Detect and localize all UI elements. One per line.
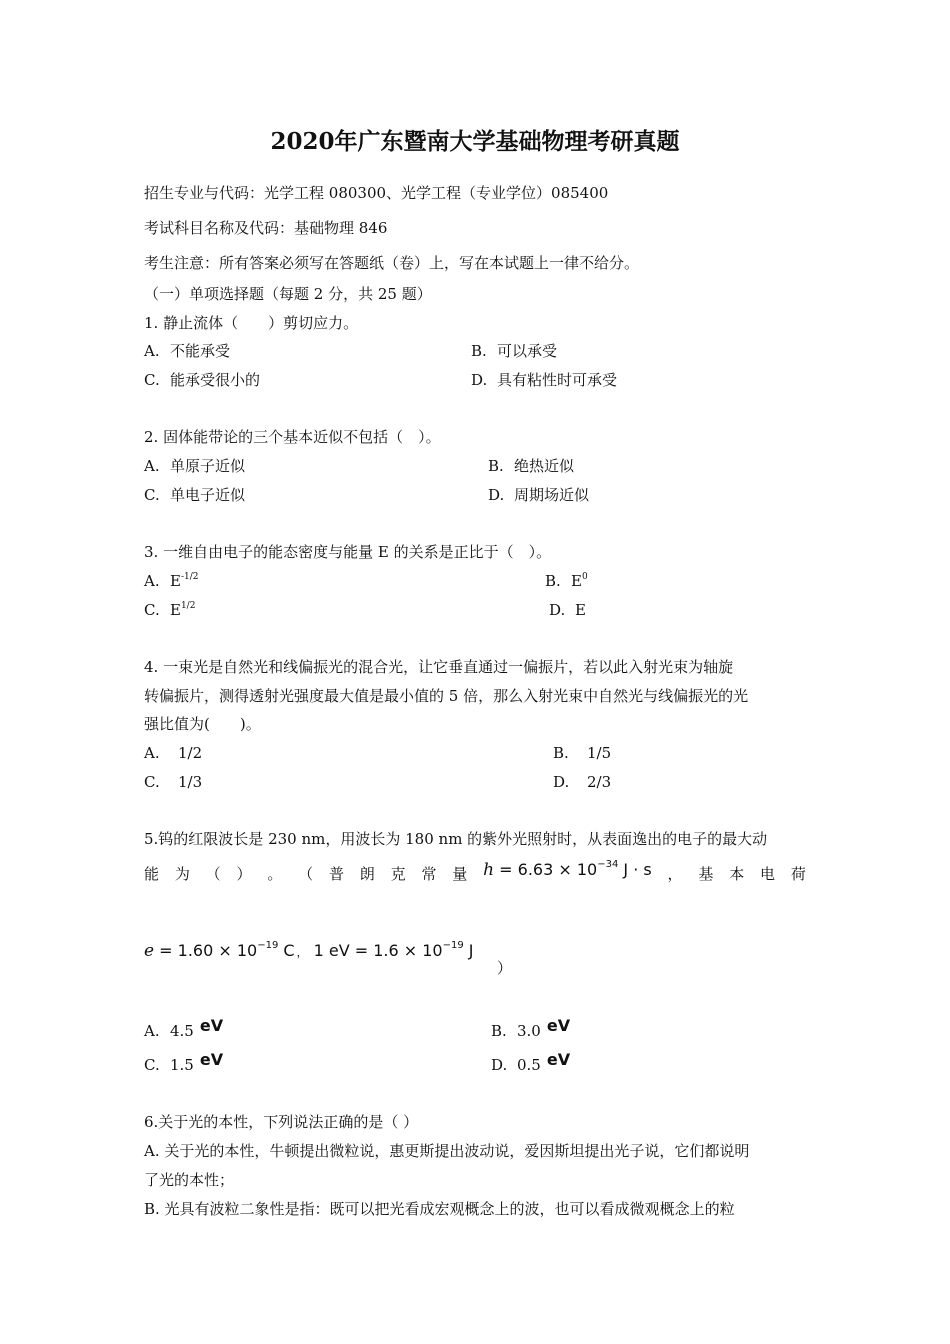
option-label: C. xyxy=(144,486,160,504)
q5-char: 基 xyxy=(698,865,714,883)
option-exponent: -1/2 xyxy=(180,572,199,582)
option-text: 能承受很小的 xyxy=(170,371,261,389)
option-label: D. xyxy=(471,371,488,389)
q5-char: ， xyxy=(667,865,683,883)
q3-option-c xyxy=(144,600,195,620)
option-exponent: 1/2 xyxy=(180,601,196,611)
question-5-close: ） xyxy=(497,959,513,977)
option-text: 3.0 xyxy=(517,1022,541,1040)
option-label: A. xyxy=(144,342,160,360)
q1-option-c xyxy=(144,370,260,390)
q5-option-a xyxy=(144,1016,224,1041)
option-text: 0.5 xyxy=(517,1056,541,1074)
q5-char: 常 xyxy=(421,865,437,883)
option-text: 单原子近似 xyxy=(170,457,246,475)
q5-char: 为 xyxy=(174,865,190,883)
option-label: A. xyxy=(144,572,160,590)
formula-separator: ， xyxy=(296,946,308,959)
q4-option-c xyxy=(144,772,202,792)
question-1-stem: 1. 静止流体（ ）剪切应力。 xyxy=(144,314,359,332)
option-text: 绝热近似 xyxy=(514,457,575,475)
question-4-line-2: 转偏振片，测得透射光强度最大值是最小值的 5 倍，那么入射光束中自然光与线偏振光的光 xyxy=(144,687,749,705)
option-text: 周期场近似 xyxy=(514,486,590,504)
option-label: D. xyxy=(553,773,570,791)
q6-option-a-line-2: 了光的本性； xyxy=(144,1171,235,1189)
planck-constant-formula xyxy=(483,860,652,880)
e-unit: C xyxy=(278,941,295,960)
q5-char: 电 xyxy=(760,865,776,883)
q3-option-a xyxy=(144,571,198,591)
question-4-line-3: 强比值为( )。 xyxy=(144,715,261,733)
q5-char: ） xyxy=(236,865,252,883)
e-value: = 1.60 × 10 xyxy=(154,941,258,960)
q5-char: 量 xyxy=(452,865,468,883)
ev-unit: eV xyxy=(199,1050,224,1069)
q4-option-b xyxy=(553,743,611,763)
q5-char: 本 xyxy=(729,865,745,883)
option-text: 1.5 xyxy=(170,1056,194,1074)
notice-line: 考生注意：所有答案必须写在答题纸（卷）上，写在本试题上一律不给分。 xyxy=(144,254,640,272)
e-variable: e xyxy=(144,941,155,961)
q5-char: 。 xyxy=(267,865,283,883)
option-text: 4.5 xyxy=(170,1022,194,1040)
q5-char: 朗 xyxy=(359,865,375,883)
option-text: 可以承受 xyxy=(497,342,558,360)
option-label: B. xyxy=(471,342,487,360)
q4-option-a xyxy=(144,743,202,763)
q5-char: 能 xyxy=(144,865,160,883)
option-label: C. xyxy=(144,601,160,619)
page-title: 2020年广东暨南大学基础物理考研真题 xyxy=(270,128,680,155)
option-label: A. xyxy=(144,1022,160,1040)
subject-line: 考试科目名称及代码：基础物理 846 xyxy=(144,219,388,237)
option-text: 单电子近似 xyxy=(170,486,246,504)
h-exponent: −34 xyxy=(597,859,619,870)
q5-option-c xyxy=(144,1050,224,1075)
ev-value: 1 eV = 1.6 × 10 xyxy=(313,941,443,960)
option-label: C. xyxy=(144,371,160,389)
ev-unit: J xyxy=(463,941,474,960)
q5-char: 克 xyxy=(390,865,406,883)
option-label: A. xyxy=(144,457,160,475)
option-label: B. xyxy=(491,1022,507,1040)
q4-option-d xyxy=(553,772,611,792)
option-text: 具有粘性时可承受 xyxy=(497,371,618,389)
question-3-stem: 3. 一维自由电子的能态密度与能量 E 的关系是正比于（ ）。 xyxy=(144,543,552,561)
charge-formula-line xyxy=(144,940,474,964)
option-text: 1/5 xyxy=(587,744,612,762)
option-text: 不能承受 xyxy=(170,342,231,360)
q2-option-b xyxy=(488,456,574,476)
q5-option-b xyxy=(491,1016,571,1041)
q2-option-c xyxy=(144,485,245,505)
option-label: D. xyxy=(488,486,505,504)
q5-char: （ xyxy=(205,865,221,883)
option-text: 2/3 xyxy=(587,773,612,791)
q6-option-a-line-1: A. 关于光的本性，牛顿提出微粒说，惠更斯提出波动说，爱因斯坦提出光子说，它们都说明 xyxy=(144,1142,750,1160)
q6-option-b-line-1: B. 光具有波粒二象性是指：既可以把光看成宏观概念上的波，也可以看成微观概念上的粒 xyxy=(144,1200,735,1218)
ev-unit: eV xyxy=(199,1016,224,1035)
option-text: E xyxy=(571,572,582,590)
option-text: 1/2 xyxy=(178,744,203,762)
q5-char: 普 xyxy=(328,865,344,883)
question-6-stem: 6.关于光的本性，下列说法正确的是（ ） xyxy=(144,1113,419,1131)
option-text: 1/3 xyxy=(178,773,203,791)
q5-char: 荷 xyxy=(790,865,806,883)
ev-unit: eV xyxy=(546,1016,571,1035)
question-4-line-1: 4. 一束光是自然光和线偏振光的混合光，让它垂直通过一偏振片，若以此入射光束为轴旋 xyxy=(144,658,734,676)
h-value: = 6.63 × 10 xyxy=(494,860,598,879)
option-label: B. xyxy=(545,572,561,590)
h-unit: J · s xyxy=(618,860,652,879)
option-label: C. xyxy=(144,1056,160,1074)
q2-option-a xyxy=(144,456,245,476)
q3-option-d xyxy=(549,600,586,620)
option-label: A. xyxy=(144,744,160,762)
option-label: B. xyxy=(553,744,569,762)
option-label: C. xyxy=(144,773,160,791)
e-exponent: −19 xyxy=(257,940,279,951)
ev-unit: eV xyxy=(546,1050,571,1069)
option-text: E xyxy=(170,572,181,590)
option-exponent: 0 xyxy=(581,572,588,582)
major-line: 招生专业与代码：光学工程 080300、光学工程（专业学位）085400 xyxy=(144,184,609,202)
option-label: D. xyxy=(491,1056,508,1074)
q2-option-d xyxy=(488,485,589,505)
option-text: E xyxy=(170,601,181,619)
question-5-line-2 xyxy=(144,859,806,884)
ev-exponent: −19 xyxy=(442,940,464,951)
option-label: D. xyxy=(549,601,566,619)
question-5-line-1: 5.钨的红限波长是 230 nm，用波长为 180 nm 的紫外光照射时，从表面逸出的电子的最大动 xyxy=(144,830,768,848)
h-variable: h xyxy=(483,860,495,880)
q3-option-b xyxy=(545,571,588,591)
option-label: B. xyxy=(488,457,504,475)
q1-option-b xyxy=(471,341,557,361)
q1-option-d xyxy=(471,370,617,390)
q5-option-d xyxy=(491,1050,571,1075)
question-2-stem: 2. 固体能带论的三个基本近似不包括（ ）。 xyxy=(144,428,441,446)
q5-char: （ xyxy=(298,865,314,883)
q1-option-a xyxy=(144,341,230,361)
section-heading: （一）单项选择题（每题 2 分，共 25 题） xyxy=(144,285,432,303)
option-text: E xyxy=(575,601,586,619)
